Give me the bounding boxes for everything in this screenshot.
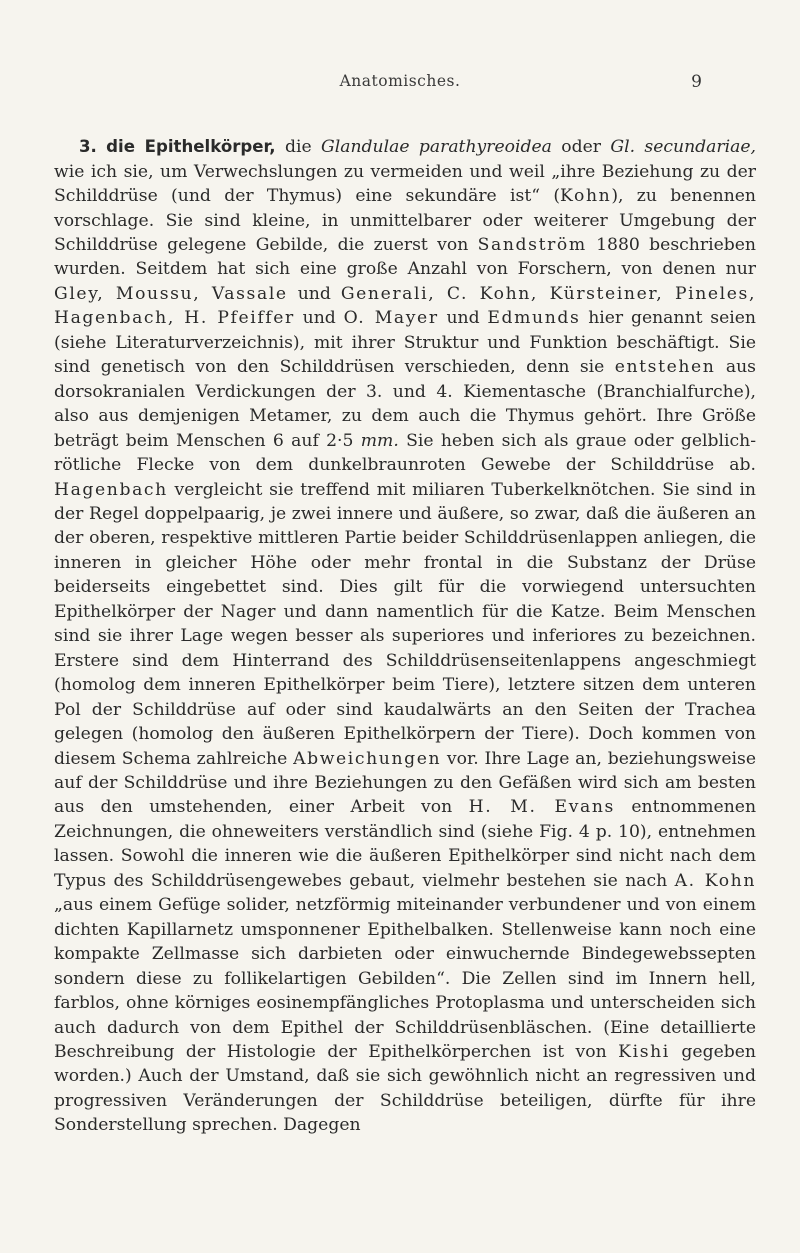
author-name: Hagenbach	[54, 479, 168, 500]
body-paragraph	[54, 135, 756, 1138]
text-run: „aus einem Gefüge solider, netzförmig miteinander verbundener und von einem dichten Kapillarnetz umsponnener Epithelbalken. Stellenweise kann noch eine kompakte Zellmasse sich darbieten oder einwuchernde Bindegewebssepten sondern diese zu follikelartigen Gebilden“. Die Zellen sind im Innern hell, farblos, ohne körniges eosinempfängliches Protoplasma und unterscheiden sich auch dadurch von dem Epithel der Schilddrüsenbläschen. (Eine detaillierte Beschreibung der Histologie der Epithelkörperchen ist von	[54, 895, 756, 1062]
unit: mm.	[360, 430, 399, 451]
text-run: entnommenen Zeichnungen, die ohneweiters verständlich sind (siehe Fig. 4 p. 10), entnehmen lassen. Sowohl die inneren wie die äußeren Epithelkörper sind nicht nach dem Typus des Schilddrüsengewebes gebaut, vielmehr bestehen sie nach	[54, 797, 757, 891]
page-number: 9	[691, 72, 702, 92]
text-run: oder	[551, 137, 611, 158]
author-name: Kishi	[618, 1041, 670, 1062]
text-run: und	[287, 283, 341, 304]
text-run: ), zu benennen vorschlage. Sie sind kleine, in unmittelbarer oder weiterer Umgebung der Schilddrüse gelegene Gebilde, die zuerst von	[54, 186, 757, 255]
text-run: gegeben worden.) Auch der Umstand, daß sie sich gewöhnlich nicht an regressiven und progressiven Veränderungen der Schilddrüse beteiligen, dürfte für ihre Sonderstellung sprechen. Dagegen	[54, 1041, 756, 1136]
section-title: die Epithelkörper,	[106, 137, 276, 157]
text-run: aus dorsokranialen Verdickungen der 3. und 4. Kiementasche (Branchialfurche), also aus demjenigen Metamer, zu dem auch die Thymus gehört. Ihre Größe beträgt beim Menschen 6 auf 2·5	[54, 357, 756, 451]
emphasis: entstehen	[614, 357, 716, 378]
text-run: und	[294, 308, 344, 329]
text-run: Sie heben sich als graue oder gelblich-rötliche Flecke von dem dunkelbraunroten Gewebe der Schilddrüse ab.	[54, 430, 756, 476]
running-head: Anatomisches.	[339, 72, 461, 90]
author-name: O. Mayer	[343, 308, 439, 329]
latin-term: Gl. secundariae,	[610, 137, 757, 158]
text-run: wie ich sie, um Verwechslungen zu vermeiden und weil „ihre Beziehung zu der Schilddrüse (und der Thymus) eine sekundäre ist“ (	[54, 161, 756, 207]
text-run: die	[275, 137, 321, 158]
author-name: Gley, Moussu, Vassale	[54, 283, 288, 304]
author-name: H. M. Evans	[468, 797, 615, 818]
page-header	[40, 72, 760, 102]
section-number: 3.	[78, 137, 97, 157]
author-name: Edmunds	[487, 308, 581, 329]
author-name: Kohn	[560, 186, 612, 207]
text-run: vergleicht sie treffend mit miliaren Tuberkelknötchen. Sie sind in der Regel doppelpaarig, je zwei innere und äußere, so zwar, daß die äußeren an der oberen, respektive mittleren Partie beider Schilddrüsenlappen anliegen, die inneren in gleicher Höhe oder mehr frontal in die Substanz der Drüse beiderseits eingebettet sind. Dies gilt für die vorwiegend untersuchten Epithelkörper der Nager und dann namentlich für die Katze. Beim Menschen sind sie ihrer Lage wegen besser als superiores und inferiores zu bezeichnen. Erstere sind dem Hinterrand des Schilddrüsenseitenlappens angeschmiegt (homolog dem inneren Epithelkörper beim Tiere), letztere sitzen dem unteren Pol der Schilddrüse auf oder sind kaudalwärts an den Seiten der Trachea gelegen (homolog den äußeren Epithelkörpern der Tiere). Doch kommen von diesem Schema zahlreiche	[54, 479, 756, 769]
author-name: Sandström	[477, 235, 587, 255]
latin-term: Glandulae parathyreoidea	[320, 137, 552, 158]
text-run: 1880 beschrieben wurden. Seitdem hat sich eine große Anzahl von Forschern, von denen nur	[54, 235, 756, 280]
text-run: hier genannt seien (siehe Literaturverzeichnis), mit ihrer Struktur und Funktion beschäftigt. Sie sind genetisch von den Schilddrüsen verschieden, denn sie	[54, 308, 756, 378]
author-name: Generali, C. Kohn, Kürsteiner, Pineles, Hagenbach, H. Pfeiffer	[54, 283, 757, 329]
emphasis: Abweichungen	[293, 748, 442, 769]
text-run: und	[438, 308, 488, 329]
author-name: A. Kohn	[674, 870, 756, 891]
text-run: vor. Ihre Lage an, beziehungsweise auf der Schilddrüse und ihre Beziehungen zu den Gefäßen wird sich am besten aus den umstehenden, einer Arbeit von	[54, 748, 756, 818]
